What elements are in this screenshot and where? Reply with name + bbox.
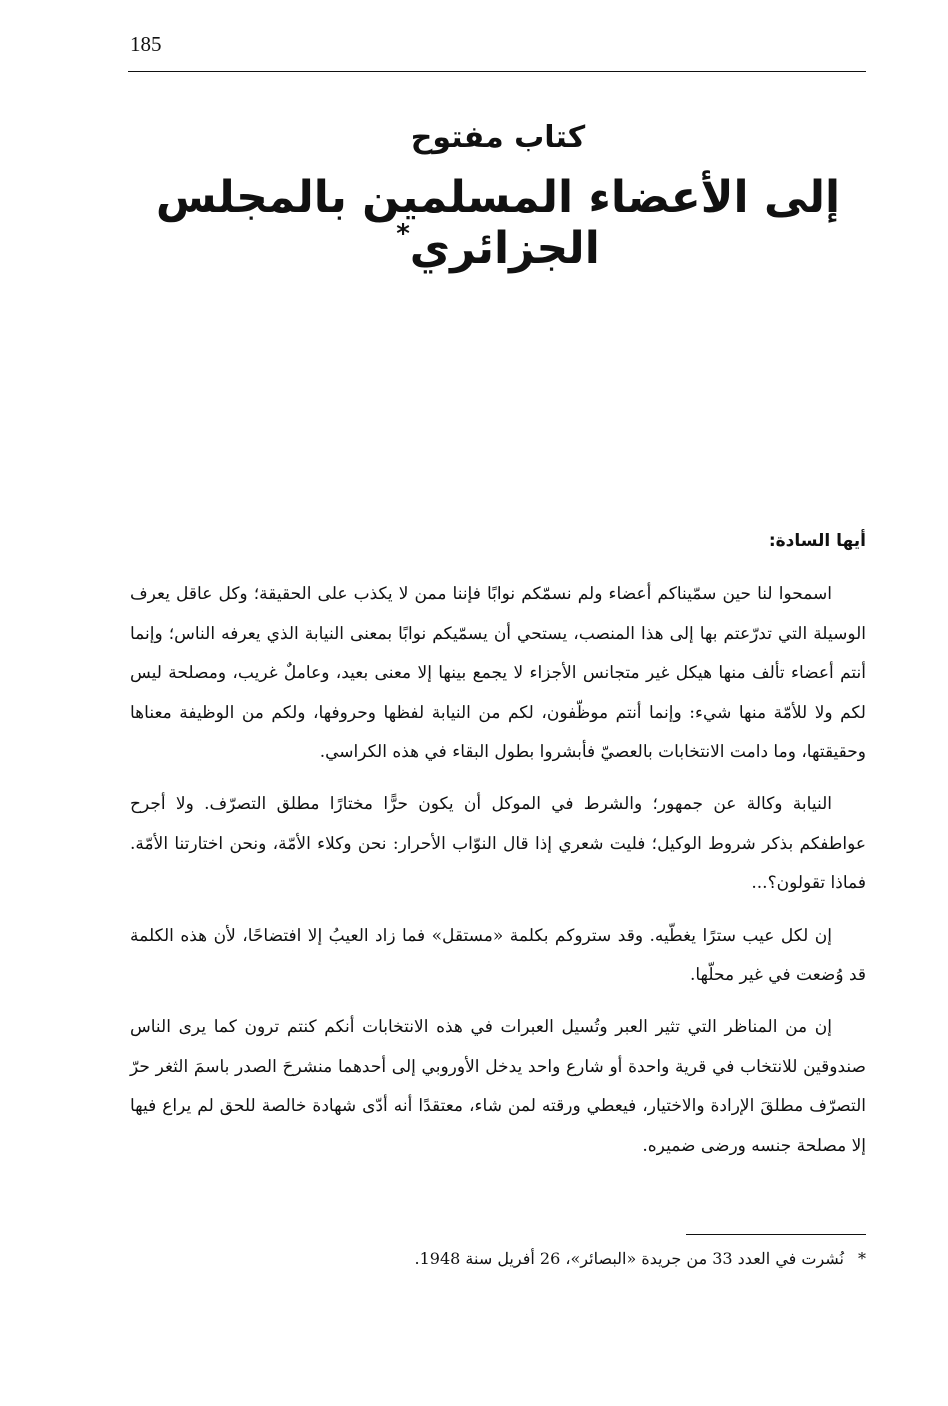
- paragraph-2: النيابة وكالة عن جمهور؛ والشرط في الموكل أن يكون حرًّا مختارًا مطلق التصرّف. ولا أجرح عواطفكم بذكر شروط الوكيل؛ فليت شعري إذا قال النوّاب الأحرار: نحن وكلاء الأمّة، ونحن اختارتنا الأمّة. فماذا تقولون؟...: [130, 794, 866, 894]
- article-title: [128, 172, 868, 274]
- paragraph-4: إن من المناظر التي تثير العبر وتُسيل العبرات في هذه الانتخابات أنكم كنتم ترون كما يرى الناس صندوقين للانتخاب في قرية واحدة أو شارع واحد يدخل الأوروبي إلى أحدهما منشرحَ الصدر باسمَ الثغر حرّ التصرّف مطلقَ الإرادة والاختيار، فيعطي ورقته لمن شاء، معتقدًا أنه أدّى شهادة خالصة للحق لم يراع فيها إلا مصلحة جنسه ورضى ضميره.: [130, 1017, 866, 1156]
- salutation: أيها السادة:: [768, 531, 866, 551]
- header-rule: [128, 71, 866, 72]
- article-title-text: إلى الأعضاء المسلمين بالمجلس الجزائري: [155, 172, 841, 274]
- footnote-mark: *: [858, 1249, 866, 1268]
- footnote-text: نُشرت في العدد 33 من جريدة «البصائر»، 26 أفريل سنة 1948.: [414, 1249, 844, 1268]
- footnote: [300, 1246, 866, 1272]
- page-number: 185: [130, 32, 162, 56]
- article-body: [130, 522, 866, 1179]
- article-kicker: كتاب مفتوح: [410, 120, 586, 155]
- paragraph-3: إن لكل عيب سترًا يغطّيه. وقد ستروكم بكلمة «مستقل» فما زاد العيبُ إلا افتضاحًا، لأن هذه الكلمة قد وُضعت في غير محلّها.: [130, 925, 866, 986]
- paragraph-1: اسمحوا لنا حين سمّيناكم أعضاء ولم نسمّكم نوابًا فإننا ممن لا يكذب على الحقيقة؛ وكل عاقل يعرف الوسيلة التي تدرّعتم بها إلى هذا المنصب، يستحي أن يسمّيكم نوابًا بمعنى النيابة الذي يعرفه الناس؛ وإنما أنتم أعضاء تألف منها هيكل غير متجانس الأجزاء لا يجمع بينها إلا معنى بعيد، وعاملٌ غريب، ومصلحة ليس لكم ولا للأمّة منها شيء: وإنما أنتم موظّفون، لكم من النيابة لفظها وحروفها، ولكم من الوظيفة معناها وحقيقتها، وما دامت الانتخابات بالعصيّ فأبشروا بطول البقاء في هذه الكراسي.: [130, 584, 866, 763]
- footnote-rule: [686, 1234, 866, 1235]
- title-footnote-mark: *: [396, 219, 410, 249]
